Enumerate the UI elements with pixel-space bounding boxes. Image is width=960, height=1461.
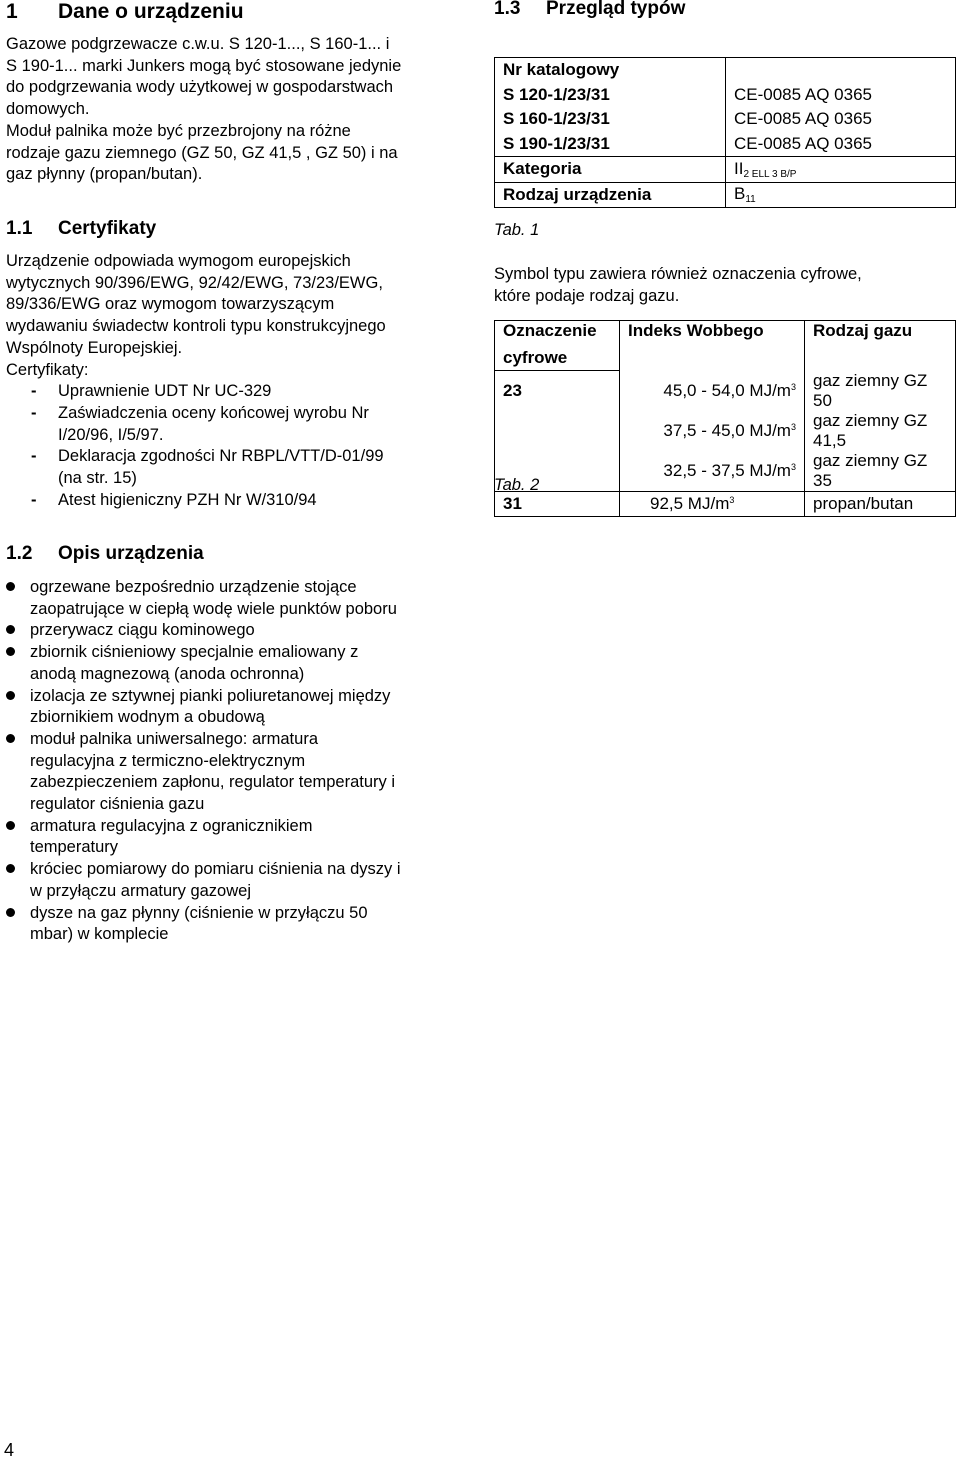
section-1-1-number: 1.1 [6, 218, 33, 239]
list-item-text: dysze na gaz płynny (ciśnienie w przyłączu 50 [30, 903, 368, 922]
table-cell: S 120-1/23/31 [495, 83, 726, 108]
section-1-2-title: Opis urządzenia [58, 543, 204, 564]
unit-superscript: 3 [790, 421, 796, 432]
table-cell [620, 451, 805, 492]
table-cell: propan/butan [805, 491, 956, 517]
table-row [495, 83, 956, 108]
table-cell: CE-0085 AQ 0365 [726, 83, 956, 108]
wobbe-value: 37,5 - 45,0 MJ/m [663, 420, 791, 440]
note-line: które podaje rodzaj gazu. [494, 286, 680, 305]
table-2-caption: Tab. 2 [494, 476, 540, 494]
table-cell: gaz ziemny GZ 35 [805, 451, 956, 492]
list-item-text: zbiornikiem wodnym a obudową [30, 708, 265, 727]
intro-line: do podgrzewania wody użytkowej w gospodarstwach [6, 78, 394, 97]
list-item [6, 816, 476, 859]
list-item-text: I/20/96, I/5/97. [58, 425, 164, 444]
section-1-1-body [6, 251, 474, 511]
kategoria-subscript: 2 ELL 3 B/P [743, 168, 797, 180]
section-1-1-title: Certyfikaty [58, 218, 157, 239]
cert-line: Wspólnoty Europejskiej. [6, 338, 183, 357]
list-item [6, 642, 476, 685]
list-item-text: temperatury [30, 838, 119, 857]
type-overview-table [494, 57, 956, 208]
list-item-text: moduł palnika uniwersalnego: armatura [30, 729, 318, 748]
list-item-text: w przyłączu armatury gazowej [30, 881, 251, 900]
table-cell: S 160-1/23/31 [495, 107, 726, 132]
gas-type-table [494, 320, 956, 517]
bullet-icon [6, 734, 15, 743]
list-item-text: przerywacz ciągu kominowego [30, 621, 255, 640]
bullet-icon [6, 908, 15, 917]
unit-superscript: 3 [790, 461, 796, 472]
list-item [6, 403, 474, 446]
section-1-3-heading [494, 0, 685, 21]
table-cell: 31 [495, 491, 620, 517]
table-cell [726, 58, 956, 83]
table-row [495, 371, 956, 411]
table-row [495, 411, 956, 451]
table-cell [620, 411, 805, 451]
section-1-3-number: 1.3 [494, 0, 521, 19]
cert-line: 89/336/EWG oraz wymogom towarzyszącym [6, 295, 335, 314]
section-1-intro [6, 34, 401, 186]
section-1-1-heading [6, 217, 156, 241]
list-item [6, 686, 476, 729]
header-cell: Indeks Wobbego [620, 321, 805, 371]
section-1-2-number: 1.2 [6, 543, 33, 564]
table-header-row [495, 321, 956, 346]
table-row [495, 58, 956, 83]
list-item-text: - Deklaracja zgodności Nr RBPL/VTT/D-01/99 [58, 447, 384, 466]
list-item-text: zabezpieczeniem zapłonu, regulator temperatury i [30, 773, 396, 792]
table-cell: S 190-1/23/31 [495, 132, 726, 157]
section-1-number: 1 [6, 0, 18, 23]
table-cell [620, 491, 805, 517]
intro-line: Moduł palnika może być przezbrojony na różne [6, 121, 351, 140]
table-1-caption: Tab. 1 [494, 221, 540, 239]
bullet-icon [6, 821, 15, 830]
list-item [6, 577, 476, 620]
list-item [6, 446, 474, 489]
table-row [495, 107, 956, 132]
header-cell: Rodzaj gazu [805, 321, 956, 371]
table-cell: gaz ziemny GZ 50 [805, 371, 956, 411]
list-item [6, 729, 476, 816]
list-item-text: (na str. 15) [58, 469, 137, 488]
note-line: Symbol typu zawiera również oznaczenia cyfrowe, [494, 265, 862, 283]
section-1-3-title: Przegląd typów [546, 0, 686, 19]
rodzaj-subscript: 11 [745, 194, 756, 206]
table-cell [726, 157, 956, 183]
table-row [495, 132, 956, 157]
header-cell: cyfrowe [495, 346, 620, 371]
cert-line: Urządzenie odpowiada wymogom europejskich [6, 252, 351, 270]
table-row [495, 491, 956, 517]
list-item-text: - Atest higieniczny PZH Nr W/310/94 [58, 490, 317, 509]
bullet-icon [6, 647, 15, 656]
table-cell: Rodzaj urządzenia [495, 182, 726, 208]
table-cell: gaz ziemny GZ 41,5 [805, 411, 956, 451]
list-item [6, 381, 474, 403]
intro-line: S 190-1... marki Junkers mogą być stosowane jedynie [6, 56, 402, 75]
table-cell [726, 182, 956, 208]
intro-line: Gazowe podgrzewacze c.w.u. S 120-1..., S 160-1... i [6, 35, 390, 53]
list-item-text: regulator ciśnienia gazu [30, 795, 205, 814]
type-symbol-note [494, 264, 862, 307]
intro-line: domowych. [6, 100, 90, 119]
table-cell: Kategoria [495, 157, 726, 183]
table-cell: CE-0085 AQ 0365 [726, 132, 956, 157]
intro-line: rodzaje gazu ziemnego (GZ 50, GZ 41,5 , GZ 50) i na [6, 143, 398, 162]
table-row [495, 182, 956, 208]
section-1-heading [6, 0, 244, 24]
bullet-icon [6, 625, 15, 634]
bullet-icon [6, 864, 15, 873]
cert-line: Certyfikaty: [6, 360, 89, 379]
list-item-text: armatura regulacyjna z ogranicznikiem [30, 816, 313, 835]
catalog-header: Nr katalogowy [495, 58, 726, 83]
section-1-2-heading [6, 542, 204, 566]
table-cell: CE-0085 AQ 0365 [726, 107, 956, 132]
table-cell [495, 411, 620, 451]
bullet-icon [6, 691, 15, 700]
list-item [6, 859, 476, 902]
list-item-text: ogrzewane bezpośrednio urządzenie stojące [30, 578, 357, 596]
cert-line: wydawaniu świadectw kontroli typu konstrukcyjnego [6, 317, 386, 336]
header-cell: Oznaczenie [495, 321, 620, 346]
kategoria-value: II [734, 158, 744, 178]
table-row [495, 157, 956, 183]
table-cell: 23 [495, 371, 620, 411]
list-item-text: izolacja ze sztywnej pianki poliuretanowej między [30, 686, 391, 705]
list-item-text: anodą magnezową (anoda ochronna) [30, 664, 305, 683]
cert-line: wytycznych 90/396/EWG, 92/42/EWG, 73/23/EWG, [6, 273, 383, 292]
certificate-list [6, 381, 474, 511]
list-item-text: regulacyjna z termiczno-elektrycznym [30, 751, 306, 770]
unit-superscript: 3 [790, 381, 796, 392]
list-item-text: mbar) w komplecie [30, 925, 169, 944]
table-row [495, 451, 956, 492]
list-item [6, 620, 476, 642]
bullet-icon [6, 582, 15, 591]
table-cell [620, 371, 805, 411]
list-item-text: zaopatrujące w ciepłą wodę wiele punktów poboru [30, 599, 397, 618]
page-number: 4 [4, 1440, 15, 1460]
list-item [6, 490, 474, 512]
wobbe-value: 92,5 MJ/m [650, 493, 730, 513]
unit-superscript: 3 [729, 494, 735, 505]
intro-line: gaz płynny (propan/butan). [6, 165, 203, 184]
rodzaj-value: B [734, 184, 746, 204]
wobbe-value: 32,5 - 37,5 MJ/m [663, 460, 791, 480]
wobbe-value: 45,0 - 54,0 MJ/m [663, 380, 791, 400]
list-item-text: króciec pomiarowy do pomiaru ciśnienia na dyszy i [30, 860, 401, 879]
list-item-text: - Uprawnienie UDT Nr UC-329 [58, 382, 272, 401]
section-1-title: Dane o urządzeniu [58, 0, 244, 23]
list-item-text: - Zaświadczenia oceny końcowej wyrobu Nr [58, 403, 369, 422]
list-item [6, 903, 476, 946]
list-item-text: zbiornik ciśnieniowy specjalnie emaliowany z [30, 643, 359, 662]
description-list [6, 577, 476, 946]
